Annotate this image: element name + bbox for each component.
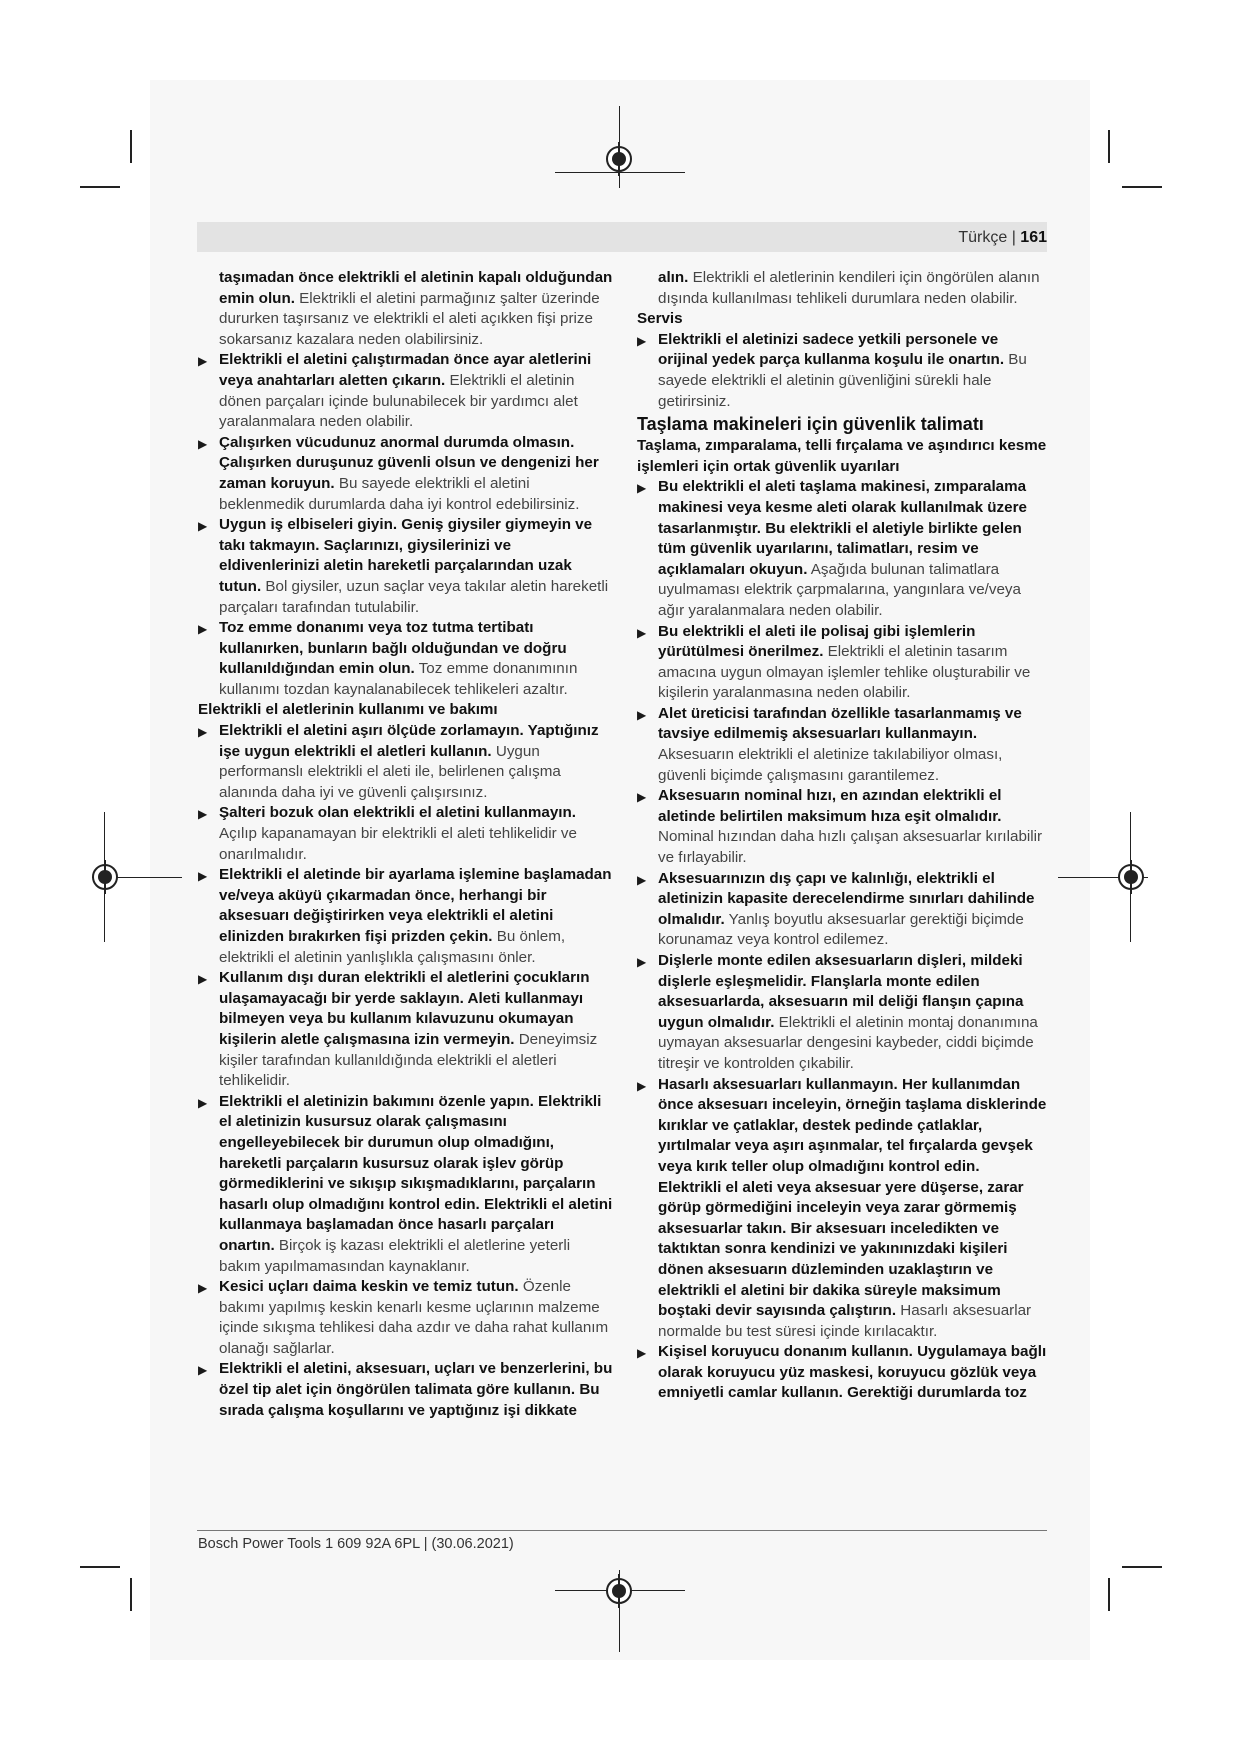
bullet-arrow-icon: ▶ xyxy=(637,333,647,348)
safety-instruction-item xyxy=(198,618,613,700)
crop-mark xyxy=(80,186,120,188)
instruction-explanation-text: Bol giysiler, uzun saçlar veya takılar aletin hareketli parçaları tarafından tutulabilir. xyxy=(219,577,609,616)
bullet-arrow-icon: ▶ xyxy=(637,481,647,496)
bullet-arrow-icon: ▶ xyxy=(198,622,208,637)
instruction-bold-text: Servis xyxy=(637,310,683,328)
subsection-heading xyxy=(637,309,1047,330)
header-bar xyxy=(197,222,1047,252)
footer-text: Bosch Power Tools 1 609 92A 6PL | (30.06.2021) xyxy=(198,1536,514,1552)
bullet-arrow-icon: ▶ xyxy=(198,354,208,369)
safety-instruction-item xyxy=(637,951,1047,1075)
instruction-bold-text: Kesici uçları daima keskin ve temiz tutun. xyxy=(219,1278,519,1296)
instruction-bold-text: Elektrikli el aletinde bir ayarlama işlemine başlamadan ve/veya aküyü çıkarmadan önce, herhangi bir aksesuarı değiştirirken veya elektrikli el aletini elinizden bırakırken fişi prizden çekin. xyxy=(219,866,612,945)
instruction-bold-text: Bu elektrikli el aleti ile polisaj gibi işlemlerin yürütülmesi önerilmez. xyxy=(658,622,976,661)
header-separator: | xyxy=(1007,229,1021,246)
section-heading xyxy=(637,412,1047,436)
bullet-arrow-icon: ▶ xyxy=(198,1095,208,1110)
instruction-bold-text: Aksesuarın nominal hızı, en azından elektrikli el aletinde belirtilen maksimum hıza eşit olmalıdır. xyxy=(658,787,1002,825)
instruction-bold-text: Elektrikli el aletinizi sadece yetkili personele ve orijinal yedek parça kullanma koşulu ile onartın. xyxy=(658,330,1005,369)
instruction-bold-text: Kişisel koruyucu donanım kullanın. Uygulamaya bağlı olarak koruyucu yüz maskesi, koruyucu gözlük veya emniyetli camlar kullanın. Gerektiği durumlarda toz xyxy=(658,1343,1047,1402)
safety-instruction-item xyxy=(637,330,1047,412)
safety-instruction-item xyxy=(198,865,613,968)
bullet-arrow-icon: ▶ xyxy=(198,436,208,451)
instruction-bold-text: Aksesuarınızın dış çapı ve kalınlığı, elektrikli el aletinizin kapasite derecelendirme sınırları dahilinde olmalıdır. xyxy=(658,869,1035,928)
registration-mark-icon xyxy=(1118,864,1144,890)
instruction-explanation-text: Hasarlı aksesuarlar normalde bu test süresi içinde kırılacaktır. xyxy=(658,1302,1032,1340)
instruction-bold-text: alın. xyxy=(658,269,689,286)
safety-instruction-item xyxy=(198,968,613,1092)
instruction-explanation-text: Deneyimsiz kişiler tarafından kullanıldığında elektrikli el aletleri tehlikelidir. xyxy=(219,1030,598,1090)
continued-paragraph xyxy=(198,268,613,350)
instruction-bold-text: Alet üreticisi tarafından özellikle tasarlanmamış ve tavsiye edilmemiş aksesuarları kullanmayın. xyxy=(658,704,1022,743)
crop-mark xyxy=(1122,186,1162,188)
instruction-explanation-text: Bu sayede elektrikli el aletini beklenmedik durumlarda daha iyi kontrol edebilirsiniz. xyxy=(219,474,580,513)
instruction-explanation-text: Bu sayede elektrikli el aletinin güvenliğini sürekli hale getirirsiniz. xyxy=(658,351,1027,410)
safety-instruction-item xyxy=(637,477,1047,621)
instruction-bold-text: Taşlama makineleri için güvenlik talimatı xyxy=(637,414,984,435)
instruction-bold-text: Hasarlı aksesuarları kullanmayın. Her kullanımdan önce aksesuarı inceleyin, örneğin taşlama disklerinde kırıklar ve çatlaklar, destek pedinde çatlaklar, yırtılmalar veya aşırı aşınmalar, tel fırçalarda gevşek veya kırık teller olup olmadığını kontrol edin. Elektrikli el aleti veya aksesuar yere düşerse, zarar görüp görmediğini inceleyin veya zarar görmemiş aksesuarlar takın. Bir aksesuarı inceledikten ve taktıktan sonra kendinizi ve yakınınızdaki kişileri dönen aksesuarın düzleminden uzaklaştırın ve elektrikli el aletini bir dakika süreyle maksimum boştaki devir sayısında çalıştırın. xyxy=(658,1075,1047,1320)
instruction-explanation-text: Birçok iş kazası elektrikli el aletlerine yeterli bakım yapılmamasından kaynaklanır. xyxy=(219,1236,571,1275)
crop-mark xyxy=(80,1566,120,1568)
registration-mark-icon xyxy=(606,146,632,172)
bullet-arrow-icon: ▶ xyxy=(637,1346,647,1361)
crop-mark xyxy=(1122,1566,1162,1568)
instruction-explanation-text: Elektrikli el aletinin tasarım amacına uygun olmayan işlemler tehlike oluşturabilir ve kişilerin yaralanmasına neden olabilir. xyxy=(658,643,1031,702)
crop-mark xyxy=(1108,1578,1110,1611)
footer-rule xyxy=(197,1530,1047,1531)
bullet-arrow-icon: ▶ xyxy=(637,1078,647,1093)
instruction-explanation-text: Aksesuarın elektrikli el aletinize takılabiliyor olması, güvenli biçimde çalışmasını garantilemez. xyxy=(658,746,1003,784)
instruction-explanation-text: Toz emme donanımının kullanımı tozdan kaynalanabilecek tehlikeleri azaltır. xyxy=(219,660,578,698)
subsection-heading xyxy=(198,700,613,721)
instruction-explanation-text: Uygun performanslı elektrikli el aleti ile, belirlenen çalışma alanında daha iyi ve güvenli çalışırsınız. xyxy=(219,742,561,801)
bullet-arrow-icon: ▶ xyxy=(637,625,647,640)
instruction-bold-text: Çalışırken vücudunuz anormal durumda olmasın. Çalışırken duruşunuz güvenli olsun ve dengenizi her zaman koruyun. xyxy=(219,433,599,492)
instruction-explanation-text: Yanlış boyutlu aksesuarlar gerektiği biçimde korunamaz veya kontrol edilemez. xyxy=(658,910,1024,949)
registration-mark-icon xyxy=(92,864,118,890)
bullet-arrow-icon: ▶ xyxy=(637,955,647,969)
left-column xyxy=(198,268,613,1421)
instruction-bold-text: Elektrikli el aletini aşırı ölçüde zorlamayın. Yaptığınız işe uygun elektrikli el aletleri kullanın. xyxy=(219,722,599,760)
instruction-explanation-text: Elektrikli el aletinin dönen parçaları içinde bulunabilecek bir yardımcı alet yaralanmalara neden olabilir. xyxy=(219,371,578,431)
right-column xyxy=(637,268,1047,1404)
safety-instruction-item xyxy=(198,721,613,803)
safety-instruction-item xyxy=(198,1092,613,1277)
instruction-bold-text: Bu elektrikli el aleti taşlama makinesi, zımparalama makinesi veya kesme aleti olarak kullanılmak üzere tasarlanmıştır. Bu elektrikli el aletiyle birlikte gelen tüm güvenlik uyarılarını, talimatları, resim ve açıklamaları okuyun. xyxy=(658,478,1027,578)
safety-instruction-item xyxy=(637,704,1047,786)
instruction-explanation-text: Elektrikli el aletlerinin kendileri için öngörülen alanın dışında kullanılması tehlikeli durumlara neden olabilir. xyxy=(658,269,1040,307)
instruction-bold-text: Dişlerle monte edilen aksesuarların dişleri, mildeki dişlerle eşleşmelidir. Flanşlarla monte edilen aksesuarlarda, aksesuarın mil deliği flanşın çapına uygun olmalıdır. xyxy=(658,952,1024,1031)
crop-mark xyxy=(1108,130,1110,163)
instruction-bold-text: Taşlama, zımparalama, telli fırçalama ve aşındırıcı kesme işlemleri için ortak güvenlik uyarıları xyxy=(637,437,1047,475)
safety-instruction-item xyxy=(637,1342,1047,1404)
bullet-arrow-icon: ▶ xyxy=(637,707,647,722)
instruction-explanation-text: Bu önlem, elektrikli el aletinin yanlışlıkla çalışmasını önler. xyxy=(219,928,566,966)
instruction-explanation-text: Aşağıda bulunan talimatlara uyulmaması elektrik çarpmalarına, yangınlara ve/veya ağır yaralanmalara neden olabilir. xyxy=(658,560,1021,619)
instruction-explanation-text: Nominal hızından daha hızlı çalışan aksesuarlar kırılabilir ve fırlayabilir. xyxy=(658,828,1043,867)
instruction-explanation-text: Açılıp kapanamayan bir elektrikli el aleti tehlikelidir ve onarılmalıdır. xyxy=(219,825,577,863)
bullet-arrow-icon: ▶ xyxy=(198,869,208,884)
instruction-bold-text: Şalteri bozuk olan elektrikli el aletini kullanmayın. xyxy=(219,804,577,822)
bullet-arrow-icon: ▶ xyxy=(198,519,208,534)
header-language: Türkçe xyxy=(958,229,1008,246)
instruction-explanation-text: Elektrikli el aletini parmağınız şalter üzerinde dururken taşırsanız ve elektrikli el aleti açıkken fişi prize sokarsanız kazalara neden olabilirsiniz. xyxy=(219,289,600,348)
instruction-bold-text: Kullanım dışı duran elektrikli el aletlerini çocukların ulaşamayacağı bir yerde saklayın. Aleti kullanmayı bilmeyen veya bu kullanım kılavuzunu okumayan kişilerin aletle çalışmasına izin vermeyin. xyxy=(219,969,590,1048)
instruction-explanation-text: Elektrikli el aletinin montaj donanımına uymayan aksesuarlar dengesini kaybeder, ciddi biçimde titreşir ve kontrolden çıkabilir. xyxy=(658,1013,1038,1072)
safety-instruction-item xyxy=(198,433,613,515)
crop-mark xyxy=(130,1578,132,1611)
bullet-arrow-icon: ▶ xyxy=(198,972,208,987)
crop-mark xyxy=(130,130,132,163)
continued-paragraph xyxy=(637,268,1047,309)
safety-instruction-item xyxy=(198,350,613,432)
instruction-bold-text: Elektrikli el aletini çalıştırmadan önce ayar aletlerini veya anahtarları aletten çıkarın. xyxy=(219,351,592,389)
subsection-heading xyxy=(637,436,1047,477)
safety-instruction-item xyxy=(637,869,1047,951)
safety-instruction-item xyxy=(637,1075,1047,1343)
bullet-arrow-icon: ▶ xyxy=(198,1363,208,1378)
bullet-arrow-icon: ▶ xyxy=(637,790,647,805)
instruction-bold-text: Elektrikli el aletini, aksesuarı, uçları ve benzerlerini, bu özel tip alet için öngörülen talimata göre kullanın. Bu sırada çalışma koşullarını ve yaptığınız işi dikkate xyxy=(219,1360,613,1419)
page-header xyxy=(958,229,1047,247)
instruction-bold-text: taşımadan önce elektrikli el aletinin kapalı olduğundan emin olun. xyxy=(219,269,613,307)
bullet-arrow-icon: ▶ xyxy=(198,725,208,740)
page-number: 161 xyxy=(1020,229,1047,246)
instruction-explanation-text: Özenle bakımı yapılmış keskin kenarlı kesme uçlarının malzeme içinde sıkışma tehlikesi daha azdır ve daha rahat kullanım olanağı sağlarlar. xyxy=(219,1278,609,1357)
instruction-bold-text: Elektrikli el aletinizin bakımını özenle yapın. Elektrikli el aletinizin kusursuz olarak çalışmasını engelleyebilecek bir durumun olup olmadığını, hareketli parçaların kusursuz olarak işlev görüp görmediklerini ve sıkışıp sıkışmadıklarını, parçaların hasarlı olup olmadığını kontrol edin. Elektrikli el aletini kullanmaya başlamadan önce hasarlı parçaları onartın. xyxy=(219,1092,613,1254)
safety-instruction-item xyxy=(637,786,1047,868)
instruction-bold-text: Toz emme donanımı veya toz tutma tertibatı kullanırken, bunların bağlı olduğundan ve doğru kullanıldığından emin olun. xyxy=(219,619,567,678)
safety-instruction-item xyxy=(637,622,1047,704)
instruction-bold-text: Elektrikli el aletlerinin kullanımı ve bakımı xyxy=(198,701,498,719)
bullet-arrow-icon: ▶ xyxy=(198,1281,208,1296)
safety-instruction-item xyxy=(198,803,613,865)
bullet-arrow-icon: ▶ xyxy=(198,807,208,822)
registration-line xyxy=(555,172,685,173)
safety-instruction-item xyxy=(198,515,613,618)
safety-instruction-item xyxy=(198,1277,613,1359)
registration-mark-icon xyxy=(606,1578,632,1604)
bullet-arrow-icon: ▶ xyxy=(637,872,647,887)
safety-instruction-item xyxy=(198,1359,613,1421)
instruction-bold-text: Uygun iş elbiseleri giyin. Geniş giysiler giymeyin ve takı takmayın. Saçlarınızı, giysilerinizi ve eldivenlerinizi aletin hareketli parçalarından uzak tutun. xyxy=(219,516,593,595)
